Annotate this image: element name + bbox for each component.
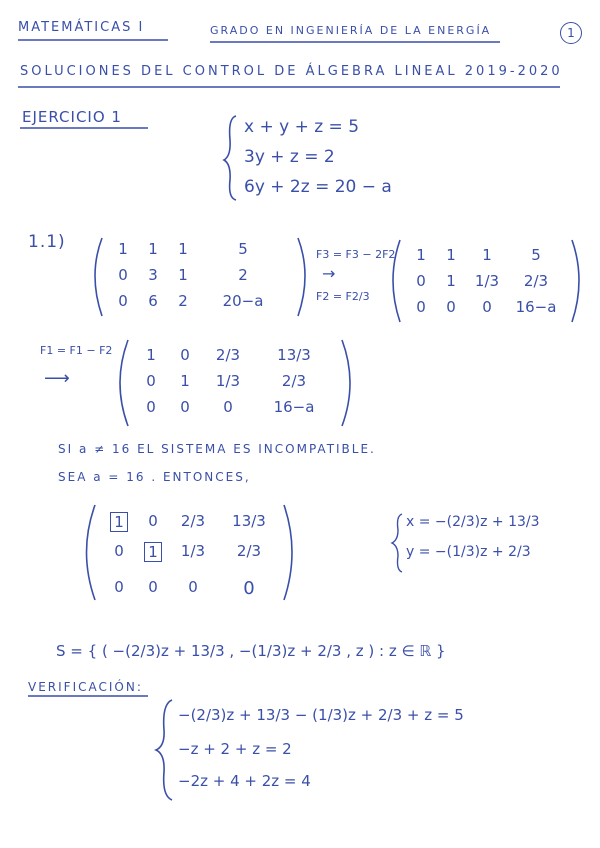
- matrix-d-cell: 0: [188, 578, 198, 596]
- matrix-c-cell: 1: [180, 372, 190, 390]
- matrix-a-cell: 3: [148, 266, 158, 284]
- matrix-d-cell: 0: [114, 578, 124, 596]
- matrix-a-cell: 20−a: [222, 292, 264, 310]
- subject-title: MATEMÁTICAS I: [18, 20, 145, 35]
- verification-line-1: −(2/3)z + 13/3 − (1/3)z + 2/3 + z = 5: [178, 706, 464, 724]
- case-note: SEA a = 16 . ENTONCES,: [58, 470, 251, 484]
- row-op-f3: F3 = F3 − 2F2: [316, 248, 396, 261]
- solution-y: y = −(1/3)z + 2/3: [406, 544, 531, 560]
- matrix-b-cell: 0: [416, 298, 426, 316]
- solution-set: S = { ( −(2/3)z + 13/3 , −(1/3)z + 2/3 , z ) : z ∈ ℝ }: [56, 642, 446, 660]
- matrix-a-cell: 1: [178, 266, 188, 284]
- system-eq-1: x + y + z = 5: [244, 117, 360, 137]
- matrix-a-cell: 5: [238, 240, 248, 258]
- matrix-c-cell: 13/3: [277, 346, 311, 364]
- matrix-b-cell: 5: [531, 246, 541, 264]
- matrix-b-cell: 1/3: [474, 272, 500, 290]
- matrix-d: [102, 512, 282, 608]
- matrix-b-cell: 1: [482, 246, 492, 264]
- matrix-b-cell: 2/3: [523, 272, 549, 290]
- matrix-b-cell: 0: [416, 272, 426, 290]
- matrix-b-cell: 1: [446, 246, 456, 264]
- row-op-f2: F2 = F2/3: [316, 290, 370, 303]
- matrix-a-cell: 1: [118, 240, 128, 258]
- matrix-c-cell: 1: [146, 346, 156, 364]
- document-subtitle: SOLUCIONES DEL CONTROL DE ÁLGEBRA LINEAL 2019-2020: [20, 64, 563, 79]
- matrix-d-cell: 2/3: [180, 512, 206, 530]
- matrix-d-cell: 0: [243, 578, 255, 599]
- system-eq-2: 3y + z = 2: [244, 147, 335, 167]
- matrix-c-cell: 2/3: [281, 372, 307, 390]
- matrix-c-cell: 2/3: [215, 346, 241, 364]
- matrix-d-cell: 0: [148, 512, 158, 530]
- pivot-cell: 1: [110, 512, 128, 532]
- exercise-title: EJERCICIO 1: [22, 108, 122, 126]
- matrix-b-cell: 0: [446, 298, 456, 316]
- long-arrow-icon: ⟶: [44, 368, 70, 389]
- matrix-b-cell: 16−a: [515, 298, 557, 316]
- arrow-icon: →: [322, 264, 336, 283]
- solution-x: x = −(2/3)z + 13/3: [406, 514, 540, 530]
- matrix-c-cell: 0: [180, 398, 190, 416]
- matrix-a-cell: 0: [118, 292, 128, 310]
- row-op-f1: F1 = F1 − F2: [40, 344, 113, 357]
- matrix-c-cell: 16−a: [273, 398, 315, 416]
- verification-title: VERIFICACIÓN:: [28, 680, 143, 694]
- pivot-cell: 1: [144, 542, 162, 562]
- matrix-c-cell: 0: [146, 372, 156, 390]
- matrix-a-cell: 2: [238, 266, 248, 284]
- matrix-b-cell: 1: [446, 272, 456, 290]
- matrix-c-cell: 0: [180, 346, 190, 364]
- matrix-d-cell: 0: [148, 578, 158, 596]
- matrix-a-cell: 6: [148, 292, 158, 310]
- matrix-a: [108, 240, 288, 318]
- matrix-a-cell: 0: [118, 266, 128, 284]
- matrix-b-cell: 0: [482, 298, 492, 316]
- incompatible-note: SI a ≠ 16 EL SISTEMA ES INCOMPATIBLE.: [58, 442, 376, 456]
- matrix-c: [134, 346, 334, 424]
- matrix-b: [406, 246, 564, 324]
- matrix-d-cell: 0: [114, 542, 124, 560]
- matrix-d-cell: 13/3: [232, 512, 266, 530]
- matrix-d-cell: 1/3: [180, 542, 206, 560]
- matrix-c-cell: 1/3: [215, 372, 241, 390]
- matrix-a-cell: 2: [178, 292, 188, 310]
- verification-line-3: −2z + 4 + 2z = 4: [178, 772, 311, 790]
- part-label: 1.1): [28, 232, 66, 252]
- page-number: 1: [560, 22, 582, 44]
- matrix-a-cell: 1: [178, 240, 188, 258]
- system-eq-3: 6y + 2z = 20 − a: [244, 177, 392, 197]
- matrix-c-cell: 0: [223, 398, 233, 416]
- verification-line-2: −z + 2 + z = 2: [178, 740, 292, 758]
- matrix-b-cell: 1: [416, 246, 426, 264]
- matrix-c-cell: 0: [146, 398, 156, 416]
- matrix-a-cell: 1: [148, 240, 158, 258]
- degree-title: GRADO EN INGENIERÍA DE LA ENERGÍA: [210, 24, 492, 37]
- matrix-d-cell: 2/3: [236, 542, 262, 560]
